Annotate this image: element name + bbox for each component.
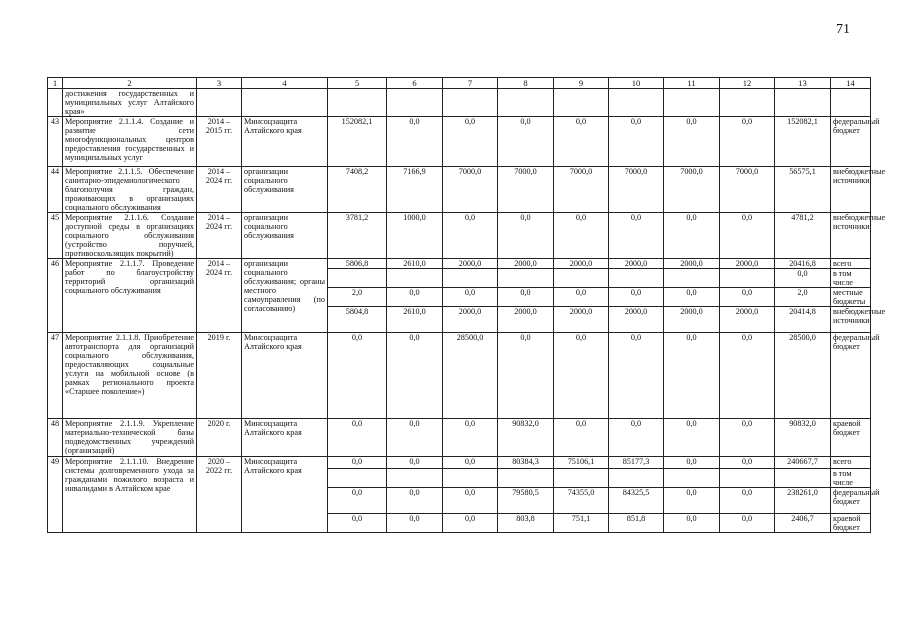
value-cell: [664, 269, 720, 288]
value-cell: 0,0: [498, 117, 554, 167]
value-cell: 0,0: [498, 333, 554, 419]
period: 2014 – 2024 гг.: [197, 167, 242, 213]
value-cell: [443, 469, 498, 488]
value-cell: 0,0: [554, 213, 609, 259]
column-number: 4: [242, 78, 328, 89]
value-cell: 0,0: [328, 488, 387, 514]
measure-name: Мероприятие 2.1.1.6. Создание доступной среды в организациях социального обслуживания (устройство поручней, противоскользящих покрытий): [63, 213, 197, 259]
measure-name: Мероприятие 2.1.1.7. Проведение работ по благоустройству территорий организаций социального обслуживания: [63, 259, 197, 333]
cell-empty: [609, 89, 664, 117]
column-number: 3: [197, 78, 242, 89]
period: 2020 – 2022 гг.: [197, 457, 242, 533]
row-number: 45: [48, 213, 63, 259]
executor: Минсоцзащита Алтайского края: [242, 333, 328, 419]
measure-name: Мероприятие 2.1.1.8. Приобретение автотранспорта для организаций социального обслуживания, предоставляющих социальные услуги на мобильной основе (в рамках регионального проекта «Старшее поколение»): [63, 333, 197, 419]
column-number-row: [48, 78, 871, 89]
column-number: 11: [664, 78, 720, 89]
value-cell: [387, 269, 443, 288]
row-number: 49: [48, 457, 63, 533]
value-cell: 0,0: [664, 117, 720, 167]
value-cell: 28500,0: [775, 333, 831, 419]
value-cell: 0,0: [387, 488, 443, 514]
value-cell: 0,0: [775, 269, 831, 288]
value-cell: 4781,2: [775, 213, 831, 259]
value-cell: 7000,0: [720, 167, 775, 213]
funding-source: всего: [831, 457, 871, 469]
value-cell: 2000,0: [720, 259, 775, 269]
value-cell: 751,1: [554, 514, 609, 533]
row-number: 43: [48, 117, 63, 167]
funding-source: федеральный бюджет: [831, 488, 871, 514]
value-cell: 2000,0: [554, 259, 609, 269]
value-cell: 803,8: [498, 514, 554, 533]
value-cell: 0,0: [609, 117, 664, 167]
value-cell: 2000,0: [609, 259, 664, 269]
measure-name: Мероприятие 2.1.1.4. Создание и развитие сети многофункциональных центров предоставления государственных и муниципальных услуг: [63, 117, 197, 167]
executor: Минсоцзащита Алтайского края: [242, 117, 328, 167]
value-cell: 7000,0: [498, 167, 554, 213]
value-cell: 0,0: [387, 333, 443, 419]
value-cell: 0,0: [554, 419, 609, 457]
column-number: 5: [328, 78, 387, 89]
column-number: 2: [63, 78, 197, 89]
value-cell: 2000,0: [664, 307, 720, 333]
value-cell: 0,0: [443, 117, 498, 167]
funding-source: краевой бюджет: [831, 514, 871, 533]
measure-name: Мероприятие 2.1.1.5. Обеспечение санитарно-эпидемиологического благополучия граждан, проживающих в организациях социального обслуживания: [63, 167, 197, 213]
value-cell: 84325,5: [609, 488, 664, 514]
value-cell: 0,0: [720, 488, 775, 514]
value-cell: 74355,0: [554, 488, 609, 514]
value-cell: 75106,1: [554, 457, 609, 469]
value-cell: 0,0: [720, 117, 775, 167]
value-cell: 0,0: [443, 514, 498, 533]
period: 2014 – 2024 гг.: [197, 259, 242, 333]
value-cell: 5804,8: [328, 307, 387, 333]
program-table: [47, 77, 886, 533]
column-number: 14: [831, 78, 871, 89]
executor: Минсоцзащита Алтайского края: [242, 457, 328, 533]
funding-source: краевой бюджет: [831, 419, 871, 457]
table-row: [48, 117, 871, 167]
cell-empty: [242, 89, 328, 117]
value-cell: 240667,7: [775, 457, 831, 469]
value-cell: 2000,0: [498, 307, 554, 333]
value-cell: 0,0: [720, 288, 775, 307]
cell-empty: [328, 89, 387, 117]
value-cell: [443, 269, 498, 288]
column-number: 1: [48, 78, 63, 89]
value-cell: 2000,0: [443, 307, 498, 333]
value-cell: 2,0: [328, 288, 387, 307]
page-number: 71: [836, 22, 850, 37]
funding-source: всего: [831, 259, 871, 269]
value-cell: 0,0: [720, 457, 775, 469]
value-cell: [664, 469, 720, 488]
cell-empty: [498, 89, 554, 117]
table-row: [48, 419, 871, 457]
executor: организации социального обслуживания; органы местного самоуправления (по согласованию): [242, 259, 328, 333]
value-cell: 0,0: [664, 419, 720, 457]
continuation-row: [48, 89, 871, 117]
funding-source: внебюджетные источники: [831, 307, 871, 333]
funding-source: внебюджетные источники: [831, 213, 871, 259]
value-cell: 20416,8: [775, 259, 831, 269]
value-cell: [554, 269, 609, 288]
value-cell: 0,0: [387, 457, 443, 469]
row-number: 47: [48, 333, 63, 419]
value-cell: 0,0: [498, 288, 554, 307]
value-cell: 2000,0: [443, 259, 498, 269]
cell-empty: [387, 89, 443, 117]
value-cell: 80384,3: [498, 457, 554, 469]
value-cell: [775, 469, 831, 488]
value-cell: 7166,9: [387, 167, 443, 213]
value-cell: 0,0: [328, 514, 387, 533]
value-cell: 0,0: [443, 213, 498, 259]
value-cell: 0,0: [443, 488, 498, 514]
value-cell: [328, 269, 387, 288]
value-cell: 238261,0: [775, 488, 831, 514]
column-number: 13: [775, 78, 831, 89]
table-row: [48, 167, 871, 213]
period: 2020 г.: [197, 419, 242, 457]
table-row: [48, 259, 871, 269]
value-cell: 0,0: [554, 117, 609, 167]
value-cell: 0,0: [664, 213, 720, 259]
value-cell: 85177,3: [609, 457, 664, 469]
value-cell: 7000,0: [554, 167, 609, 213]
table-row: [48, 213, 871, 259]
measure-name: Мероприятие 2.1.1.10. Внедрение системы долговременного ухода за гражданами пожилого возраста и инвалидами в Алтайском крае: [63, 457, 197, 533]
value-cell: 2610,0: [387, 307, 443, 333]
row-number: 48: [48, 419, 63, 457]
value-cell: 0,0: [387, 288, 443, 307]
value-cell: [387, 469, 443, 488]
column-number: 9: [554, 78, 609, 89]
value-cell: 2000,0: [554, 307, 609, 333]
period: 2014 – 2024 гг.: [197, 213, 242, 259]
value-cell: 0,0: [720, 514, 775, 533]
value-cell: 1000,0: [387, 213, 443, 259]
value-cell: [720, 269, 775, 288]
value-cell: 0,0: [664, 514, 720, 533]
value-cell: [498, 269, 554, 288]
cell-empty: [443, 89, 498, 117]
continuation-text: достижения государственных и муниципальных услуг Алтайского края»: [63, 89, 197, 117]
value-cell: 0,0: [664, 457, 720, 469]
value-cell: 0,0: [498, 213, 554, 259]
value-cell: [498, 469, 554, 488]
value-cell: 0,0: [554, 333, 609, 419]
table-row: [48, 457, 871, 469]
value-cell: 0,0: [387, 419, 443, 457]
cell-empty: [831, 89, 871, 117]
value-cell: [720, 469, 775, 488]
value-cell: 0,0: [328, 333, 387, 419]
value-cell: 0,0: [609, 288, 664, 307]
row-number: 44: [48, 167, 63, 213]
cell-empty: [664, 89, 720, 117]
value-cell: 2,0: [775, 288, 831, 307]
value-cell: 0,0: [664, 333, 720, 419]
cell-empty: [554, 89, 609, 117]
value-cell: 0,0: [609, 419, 664, 457]
funding-source: в том числе: [831, 269, 871, 288]
value-cell: 0,0: [720, 213, 775, 259]
value-cell: 0,0: [664, 488, 720, 514]
column-number: 10: [609, 78, 664, 89]
value-cell: 90832,0: [775, 419, 831, 457]
value-cell: 0,0: [387, 514, 443, 533]
value-cell: 0,0: [720, 333, 775, 419]
cell-empty: [48, 89, 63, 117]
value-cell: 0,0: [443, 457, 498, 469]
measure-name: Мероприятие 2.1.1.9. Укрепление материально-технической базы подведомственных учреждений (организаций): [63, 419, 197, 457]
table-row: [48, 333, 871, 419]
funding-source: федеральный бюджет: [831, 117, 871, 167]
value-cell: 20414,8: [775, 307, 831, 333]
column-number: 6: [387, 78, 443, 89]
period: 2014 – 2015 гг.: [197, 117, 242, 167]
column-number: 8: [498, 78, 554, 89]
executor: организации социального обслуживания: [242, 167, 328, 213]
value-cell: 7000,0: [443, 167, 498, 213]
value-cell: 2000,0: [609, 307, 664, 333]
value-cell: [554, 469, 609, 488]
value-cell: 5806,8: [328, 259, 387, 269]
value-cell: 0,0: [443, 419, 498, 457]
value-cell: 2610,0: [387, 259, 443, 269]
value-cell: 0,0: [554, 288, 609, 307]
funding-source: федеральный бюджет: [831, 333, 871, 419]
value-cell: [609, 469, 664, 488]
value-cell: 2000,0: [720, 307, 775, 333]
value-cell: 3781,2: [328, 213, 387, 259]
value-cell: 28500,0: [443, 333, 498, 419]
column-number: 7: [443, 78, 498, 89]
funding-source: внебюджетные источники: [831, 167, 871, 213]
value-cell: 0,0: [328, 419, 387, 457]
value-cell: 90832,0: [498, 419, 554, 457]
value-cell: [328, 469, 387, 488]
column-number: 12: [720, 78, 775, 89]
value-cell: 2000,0: [498, 259, 554, 269]
value-cell: 2000,0: [664, 259, 720, 269]
value-cell: 152082,1: [775, 117, 831, 167]
value-cell: 0,0: [328, 457, 387, 469]
executor: организации социального обслуживания: [242, 213, 328, 259]
value-cell: 79580,5: [498, 488, 554, 514]
cell-empty: [197, 89, 242, 117]
value-cell: 851,8: [609, 514, 664, 533]
value-cell: 7000,0: [609, 167, 664, 213]
row-number: 46: [48, 259, 63, 333]
value-cell: 7408,2: [328, 167, 387, 213]
value-cell: 7000,0: [664, 167, 720, 213]
cell-empty: [775, 89, 831, 117]
value-cell: 0,0: [720, 419, 775, 457]
funding-source: в том числе: [831, 469, 871, 488]
funding-source: местные бюджеты: [831, 288, 871, 307]
cell-empty: [720, 89, 775, 117]
value-cell: 2406,7: [775, 514, 831, 533]
executor: Минсоцзащита Алтайского края: [242, 419, 328, 457]
value-cell: 0,0: [443, 288, 498, 307]
period: 2019 г.: [197, 333, 242, 419]
value-cell: [609, 269, 664, 288]
value-cell: 56575,1: [775, 167, 831, 213]
value-cell: 0,0: [609, 333, 664, 419]
value-cell: 152082,1: [328, 117, 387, 167]
value-cell: 0,0: [387, 117, 443, 167]
value-cell: 0,0: [609, 213, 664, 259]
value-cell: 0,0: [664, 288, 720, 307]
